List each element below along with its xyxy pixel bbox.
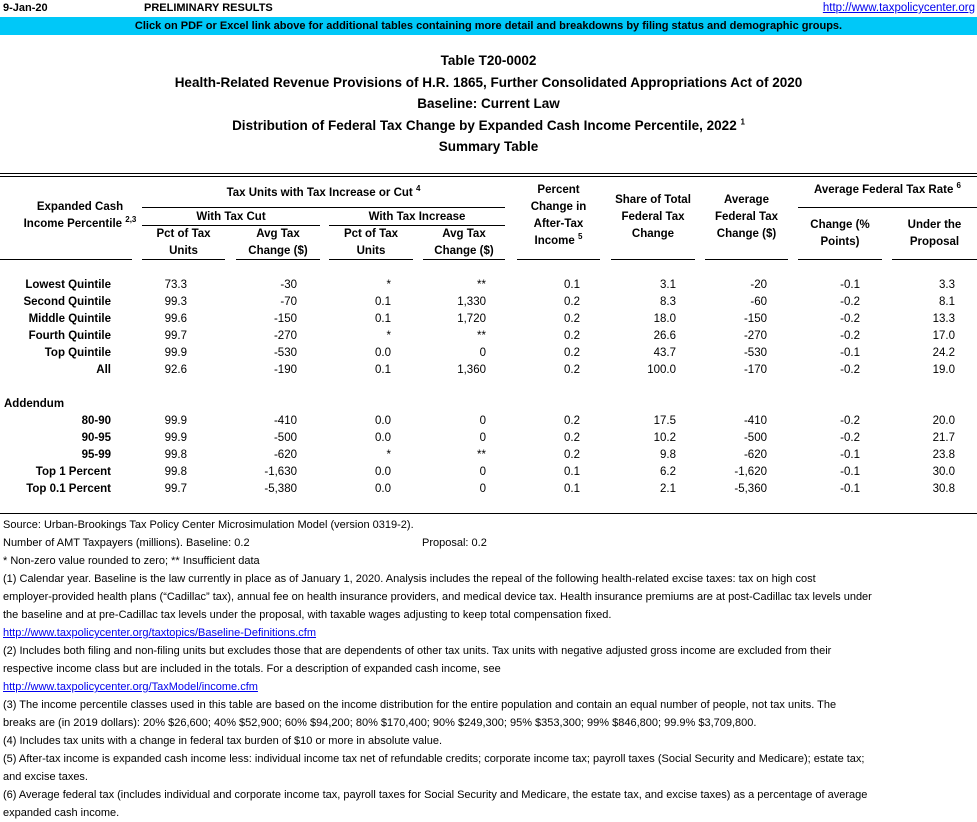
cell-rate-under: 21.7 bbox=[932, 432, 955, 444]
cell-rate-change: -0.2 bbox=[840, 415, 860, 427]
cell-share: 17.5 bbox=[653, 415, 676, 427]
cell-cut-pct: 99.6 bbox=[164, 313, 187, 325]
cell-inc-avg: 0 bbox=[479, 483, 486, 495]
cell-inc-pct: 0.1 bbox=[375, 296, 391, 308]
cell-inc-pct: 0.0 bbox=[375, 483, 391, 495]
cell-cut-avg: -620 bbox=[273, 449, 297, 461]
header-line: Under the bbox=[907, 219, 962, 231]
note-2-line-a: (2) Includes both filing and non-filing units but excludes those that are dependents of other tax units. Tax units with negative adjusted gross income are excluded from their bbox=[3, 645, 832, 657]
cell-cut-avg: -530 bbox=[273, 347, 297, 359]
cell-rate-under: 24.2 bbox=[932, 347, 955, 359]
site-link[interactable]: http://www.taxpolicycenter.org bbox=[822, 2, 975, 14]
note-2-link-row bbox=[3, 678, 977, 696]
header-with-increase: With Tax Increase bbox=[368, 211, 466, 223]
cell-share: 18.0 bbox=[653, 313, 676, 325]
row-label: Middle Quintile bbox=[28, 313, 111, 325]
header-line: Avg Tax bbox=[256, 228, 300, 240]
cell-inc-pct: 0.1 bbox=[375, 364, 391, 376]
cell-inc-avg: 1,720 bbox=[457, 313, 486, 325]
header-line: Change in bbox=[530, 201, 587, 213]
header-rate-text: Average Federal Tax Rate bbox=[814, 184, 954, 196]
row-label: Top 1 Percent bbox=[35, 466, 111, 478]
row-label: Top 0.1 Percent bbox=[26, 483, 111, 495]
header-line: Proposal bbox=[909, 236, 960, 248]
table-row bbox=[0, 345, 977, 362]
header-tax-units-text: Tax Units with Tax Increase or Cut bbox=[226, 187, 413, 199]
note-6-line-a: (6) Average federal tax (includes individual and corporate income tax, payroll taxes for Social Security and Medicare, the estate tax, and excise taxes) as a percentage of average bbox=[3, 789, 868, 801]
footnote-ref: 5 bbox=[578, 232, 583, 242]
header-line: Change bbox=[631, 228, 675, 240]
cell-inc-pct: 0.0 bbox=[375, 347, 391, 359]
cell-rate-under: 23.8 bbox=[932, 449, 955, 461]
header-rate-group bbox=[798, 182, 977, 199]
cell-cut-pct: 99.7 bbox=[164, 330, 187, 342]
cell-rate-under: 8.1 bbox=[939, 296, 955, 308]
header-percentile-text bbox=[0, 199, 160, 233]
table-row bbox=[0, 447, 977, 464]
cell-share: 9.8 bbox=[660, 449, 676, 461]
header-avg-fed bbox=[705, 192, 788, 243]
footnote-ref: 2,3 bbox=[125, 215, 137, 225]
cell-share: 100.0 bbox=[647, 364, 676, 376]
group-underline bbox=[142, 207, 505, 208]
cell-rate-change: -0.1 bbox=[840, 449, 860, 461]
cell-cut-pct: 99.9 bbox=[164, 347, 187, 359]
cell-cut-pct: 99.7 bbox=[164, 483, 187, 495]
cell-inc-avg: 1,360 bbox=[457, 364, 486, 376]
cell-avg-fed: -5,360 bbox=[734, 483, 767, 495]
cell-cut-pct: 99.9 bbox=[164, 432, 187, 444]
cell-rate-change: -0.2 bbox=[840, 296, 860, 308]
header-inc-pct bbox=[329, 226, 413, 260]
footnote-ref: 4 bbox=[415, 184, 421, 194]
cell-pct-change: 0.2 bbox=[564, 330, 580, 342]
col-underline bbox=[705, 259, 788, 260]
header-line: Average bbox=[724, 194, 769, 206]
distribution-title bbox=[0, 115, 977, 137]
cell-avg-fed: -1,620 bbox=[734, 466, 767, 478]
cell-rate-under: 17.0 bbox=[932, 330, 955, 342]
header-line: Change ($) bbox=[716, 228, 777, 240]
cell-cut-avg: -5,380 bbox=[264, 483, 297, 495]
table-row bbox=[0, 413, 977, 430]
amt-baseline: Number of AMT Taxpayers (millions). Baseline: 0.2 bbox=[3, 537, 250, 549]
legend-note: * Non-zero value rounded to zero; ** Insufficient data bbox=[3, 555, 260, 567]
cell-share: 10.2 bbox=[653, 432, 676, 444]
table-row bbox=[0, 294, 977, 311]
baseline-definitions-link[interactable]: http://www.taxpolicycenter.org/taxtopics/Baseline-Definitions.cfm bbox=[3, 627, 317, 639]
header-line: Pct of Tax bbox=[343, 228, 399, 240]
note-1-line-b: employer-provided health plans (“Cadillac” tax), annual fee on health insurance providers, and medical device tax. Health insurance premiums are at post-Cadillac tax levels under bbox=[3, 591, 872, 603]
cell-inc-avg: 0 bbox=[479, 347, 486, 359]
cell-rate-change: -0.2 bbox=[840, 313, 860, 325]
cell-avg-fed: -500 bbox=[743, 432, 767, 444]
cell-share: 2.1 bbox=[660, 483, 676, 495]
col-underline bbox=[0, 259, 132, 260]
distribution-text: Distribution of Federal Tax Change by Expanded Cash Income Percentile, 2022 bbox=[232, 117, 737, 133]
source-note: Source: Urban-Brookings Tax Policy Center Microsimulation Model (version 0319-2). bbox=[3, 519, 414, 531]
header-line bbox=[517, 233, 600, 250]
cell-cut-pct: 99.8 bbox=[164, 466, 187, 478]
cell-rate-change: -0.1 bbox=[840, 466, 860, 478]
cell-avg-fed: -170 bbox=[743, 364, 767, 376]
header-line: Units bbox=[356, 245, 386, 257]
cell-share: 26.6 bbox=[653, 330, 676, 342]
header-inc-avg bbox=[423, 226, 505, 260]
cell-pct-change: 0.1 bbox=[564, 466, 580, 478]
note-1-line-a: (1) Calendar year. Baseline is the law currently in place as of January 1, 2020. Analysis includes the repeal of the following health-related excise taxes: tax on high cost bbox=[3, 573, 816, 585]
cell-cut-avg: -1,630 bbox=[264, 466, 297, 478]
report-date: 9-Jan-20 bbox=[3, 2, 48, 14]
row-label: 80-90 bbox=[81, 415, 111, 427]
cell-inc-avg: 0 bbox=[479, 415, 486, 427]
cell-rate-change: -0.2 bbox=[840, 330, 860, 342]
col-underline bbox=[423, 259, 505, 260]
note-1-line-c: the baseline and at pre-Cadillac tax levels under the proposal, with taxable wages adjusting to keep total compensation fixed. bbox=[3, 609, 612, 621]
baseline-title: Baseline: Current Law bbox=[417, 96, 560, 111]
note-6-line-b: expanded cash income. bbox=[3, 807, 120, 819]
cell-rate-under: 13.3 bbox=[932, 313, 955, 325]
header-line: Units bbox=[169, 245, 198, 257]
preliminary-label: PRELIMINARY RESULTS bbox=[144, 2, 273, 14]
header-line: Federal Tax bbox=[621, 211, 685, 223]
cell-inc-avg: 0 bbox=[479, 466, 486, 478]
col-underline bbox=[798, 259, 882, 260]
cell-pct-change: 0.2 bbox=[564, 313, 580, 325]
cell-cut-avg: -190 bbox=[273, 364, 297, 376]
amt-note bbox=[3, 534, 977, 552]
cell-cut-avg: -500 bbox=[273, 432, 297, 444]
col-underline bbox=[329, 259, 413, 260]
note-1-link-row bbox=[3, 624, 977, 642]
rate-underline bbox=[798, 207, 977, 208]
footnote-ref: 6 bbox=[956, 181, 961, 191]
cell-cut-avg: -70 bbox=[280, 296, 297, 308]
header-line: After-Tax bbox=[533, 218, 584, 230]
cell-rate-change: -0.2 bbox=[840, 364, 860, 376]
row-label: 95-99 bbox=[81, 449, 111, 461]
row-label: Lowest Quintile bbox=[25, 279, 111, 291]
header-line: Change (% bbox=[810, 219, 870, 231]
cell-cut-pct: 92.6 bbox=[164, 364, 187, 376]
note-2-line-b: respective income class but are included in the totals. For a description of expanded cash income, see bbox=[3, 663, 501, 675]
cell-avg-fed: -620 bbox=[743, 449, 767, 461]
header-cut-pct bbox=[142, 226, 225, 260]
top-line bbox=[0, 0, 977, 16]
table-bottom-rule bbox=[0, 513, 977, 514]
col-underline bbox=[517, 259, 600, 260]
col-underline bbox=[892, 259, 977, 260]
footnote-ref: 1 bbox=[740, 117, 745, 126]
note-4: (4) Includes tax units with a change in federal tax burden of $10 or more in absolute value. bbox=[3, 735, 443, 747]
cell-avg-fed: -60 bbox=[750, 296, 767, 308]
row-label: All bbox=[96, 364, 111, 376]
header-line: Points) bbox=[820, 236, 860, 248]
cell-inc-pct: 0.1 bbox=[375, 313, 391, 325]
table-top-rule bbox=[0, 173, 977, 177]
cell-inc-pct: * bbox=[386, 330, 391, 342]
cell-cut-pct: 99.8 bbox=[164, 449, 187, 461]
row-label: Top Quintile bbox=[44, 347, 111, 359]
table-row bbox=[0, 464, 977, 481]
cell-avg-fed: -270 bbox=[743, 330, 767, 342]
cell-inc-avg: ** bbox=[477, 279, 486, 291]
header-line: Percent bbox=[537, 184, 580, 196]
cell-inc-pct: * bbox=[386, 449, 391, 461]
cell-avg-fed: -20 bbox=[750, 279, 767, 291]
table-subject: Health-Related Revenue Provisions of H.R. 1865, Further Consolidated Appropriations Act of 2020 bbox=[174, 74, 803, 90]
cell-rate-change: -0.1 bbox=[840, 483, 860, 495]
cell-rate-change: -0.2 bbox=[840, 432, 860, 444]
cell-inc-avg: ** bbox=[477, 330, 486, 342]
cell-pct-change: 0.2 bbox=[564, 296, 580, 308]
addendum-label: Addendum bbox=[4, 398, 65, 410]
row-label: Fourth Quintile bbox=[28, 330, 111, 342]
col-underline bbox=[611, 259, 695, 260]
cell-inc-avg: ** bbox=[477, 449, 486, 461]
cell-cut-avg: -150 bbox=[273, 313, 297, 325]
note-3-line-b: breaks are (in 2019 dollars): 20% $26,600; 40% $52,900; 60% $94,200; 80% $170,400; 90% $249,300; 95% $353,300; 99% $846,800; 99.9% $3,709,800. bbox=[3, 717, 757, 729]
note-5-line-a: (5) After-tax income is expanded cash income less: individual income tax net of refundable credits; corporate income tax; payroll taxes (Social Security and Medicare); estate tax; bbox=[3, 753, 865, 765]
income-definition-link[interactable]: http://www.taxpolicycenter.org/TaxModel/income.cfm bbox=[3, 681, 258, 693]
header-line: Pct of Tax bbox=[156, 228, 211, 240]
cell-share: 3.1 bbox=[660, 279, 676, 291]
table-row bbox=[0, 362, 977, 379]
cell-share: 6.2 bbox=[660, 466, 676, 478]
note-5-line-b: and excise taxes. bbox=[3, 771, 88, 783]
summary-title: Summary Table bbox=[438, 139, 539, 154]
col-underline bbox=[236, 259, 320, 260]
header-percentile bbox=[0, 199, 160, 233]
header-line-text: Income bbox=[534, 235, 575, 247]
cell-rate-under: 30.8 bbox=[932, 483, 955, 495]
cell-rate-under: 20.0 bbox=[932, 415, 955, 427]
header-rate-under bbox=[892, 217, 977, 251]
header-tax-units-group bbox=[142, 185, 505, 202]
header-percentile-label: Expanded Cash Income Percentile bbox=[23, 201, 124, 230]
cell-cut-pct: 99.9 bbox=[164, 415, 187, 427]
cell-pct-change: 0.2 bbox=[564, 347, 580, 359]
cell-avg-fed: -530 bbox=[743, 347, 767, 359]
table-titles bbox=[0, 50, 977, 158]
cell-rate-change: -0.1 bbox=[840, 347, 860, 359]
cell-rate-under: 19.0 bbox=[932, 364, 955, 376]
cell-inc-avg: 0 bbox=[479, 432, 486, 444]
cell-cut-avg: -410 bbox=[273, 415, 297, 427]
cell-cut-pct: 99.3 bbox=[164, 296, 187, 308]
row-label: Second Quintile bbox=[23, 296, 111, 308]
cell-rate-under: 30.0 bbox=[932, 466, 955, 478]
cell-pct-change: 0.1 bbox=[564, 279, 580, 291]
cell-avg-fed: -410 bbox=[743, 415, 767, 427]
note-3-line-a: (3) The income percentile classes used in this table are based on the income distribution for the entire population and contain an equal number of people, not tax units. The bbox=[3, 699, 837, 711]
cell-inc-pct: 0.0 bbox=[375, 415, 391, 427]
cell-inc-pct: 0.0 bbox=[375, 432, 391, 444]
table-row bbox=[0, 311, 977, 328]
cell-share: 8.3 bbox=[660, 296, 676, 308]
amt-proposal: Proposal: 0.2 bbox=[422, 537, 487, 549]
table-row bbox=[0, 328, 977, 345]
header-line: Change ($) bbox=[434, 245, 494, 257]
cell-cut-pct: 73.3 bbox=[164, 279, 187, 291]
header-line: Federal Tax bbox=[714, 211, 779, 223]
cell-inc-avg: 1,330 bbox=[457, 296, 486, 308]
cell-inc-pct: 0.0 bbox=[375, 466, 391, 478]
header-line: Share of Total bbox=[615, 194, 691, 206]
cell-rate-change: -0.1 bbox=[840, 279, 860, 291]
col-underline bbox=[142, 259, 225, 260]
footnotes bbox=[3, 516, 977, 822]
cell-inc-pct: * bbox=[386, 279, 391, 291]
header-with-cut: With Tax Cut bbox=[196, 211, 266, 223]
cell-cut-avg: -30 bbox=[280, 279, 297, 291]
table-row bbox=[0, 277, 977, 294]
table-row bbox=[0, 430, 977, 447]
cell-pct-change: 0.2 bbox=[564, 432, 580, 444]
header-cut-avg bbox=[236, 226, 320, 260]
info-banner: Click on PDF or Excel link above for additional tables containing more detail and breakdowns by filing status and demographic groups. bbox=[0, 17, 977, 35]
table-row bbox=[0, 481, 977, 498]
cell-share: 43.7 bbox=[653, 347, 676, 359]
header-pct-change bbox=[517, 182, 600, 250]
table-id: Table T20-0002 bbox=[440, 53, 537, 68]
row-label: 90-95 bbox=[81, 432, 111, 444]
cell-pct-change: 0.2 bbox=[564, 364, 580, 376]
header-share bbox=[611, 192, 695, 243]
header-line: Change ($) bbox=[248, 245, 308, 257]
header-line: Avg Tax bbox=[442, 228, 486, 240]
cell-pct-change: 0.2 bbox=[564, 449, 580, 461]
cell-pct-change: 0.2 bbox=[564, 415, 580, 427]
cell-cut-avg: -270 bbox=[273, 330, 297, 342]
header-rate-change bbox=[798, 217, 882, 251]
cell-pct-change: 0.1 bbox=[564, 483, 580, 495]
cell-avg-fed: -150 bbox=[743, 313, 767, 325]
cell-rate-under: 3.3 bbox=[939, 279, 955, 291]
